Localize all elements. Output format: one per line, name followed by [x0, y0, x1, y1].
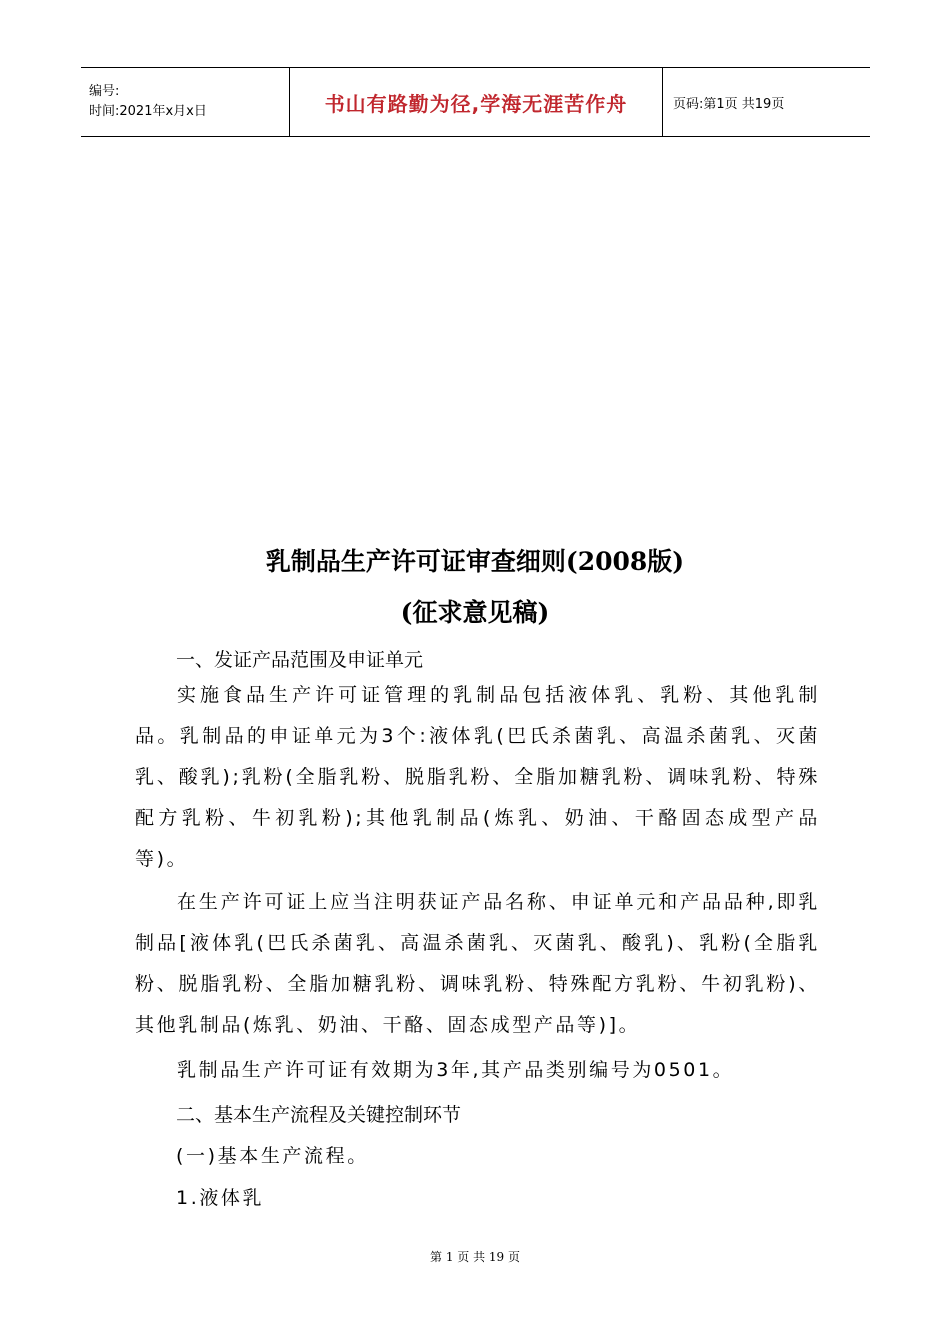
document-subtitle: (征求意见稿): [400, 598, 550, 627]
number-label: 编号:: [89, 84, 120, 99]
page-footer: 第 1 页 共 19 页: [430, 1250, 520, 1264]
document-title: 乳制品生产许可证审查细则(2008版): [265, 547, 685, 576]
header-motto-cell: [290, 68, 663, 137]
header-page-info: 页码:第1页 共19页: [673, 96, 785, 112]
header-table: [81, 67, 870, 137]
paragraph-2: 在生产许可证上应当注明获证产品名称、申证单元和产品品种,即乳制品[液体乳(巴氏杀菌乳、高温杀菌乳、灭菌乳、酸乳)、乳粉(全脂乳粉、脱脂乳粉、全脂加糖乳粉、调味乳粉、特殊配方乳粉、牛初乳粉)、其他乳制品(炼乳、奶油、干酪、固态成型产品等)]。: [135, 891, 820, 1036]
time-label: 时间:2021年x月x日: [89, 104, 207, 119]
header-meta: [81, 68, 290, 137]
paragraph-1: 实施食品生产许可证管理的乳制品包括液体乳、乳粉、其他乳制品。乳制品的申证单元为3个:液体乳(巴氏杀菌乳、高温杀菌乳、灭菌乳、酸乳);乳粉(全脂乳粉、脱脂乳粉、全脂加糖乳粉、调味乳粉、特殊配方乳粉、牛初乳粉);其他乳制品(炼乳、奶油、干酪固态成型产品等)。: [135, 684, 820, 870]
header-motto: 书山有路勤为径,学海无涯苦作舟: [324, 91, 628, 116]
subsection-1-item-1: 1.液体乳: [176, 1187, 265, 1209]
section2-heading: 二、基本生产流程及关键控制环节: [176, 1104, 462, 1126]
subsection-1: (一)基本生产流程。: [176, 1145, 369, 1167]
section1-heading: 一、发证产品范围及申证单元: [176, 649, 424, 671]
paragraph-3: 乳制品生产许可证有效期为3年,其产品类别编号为0501。: [177, 1059, 735, 1081]
